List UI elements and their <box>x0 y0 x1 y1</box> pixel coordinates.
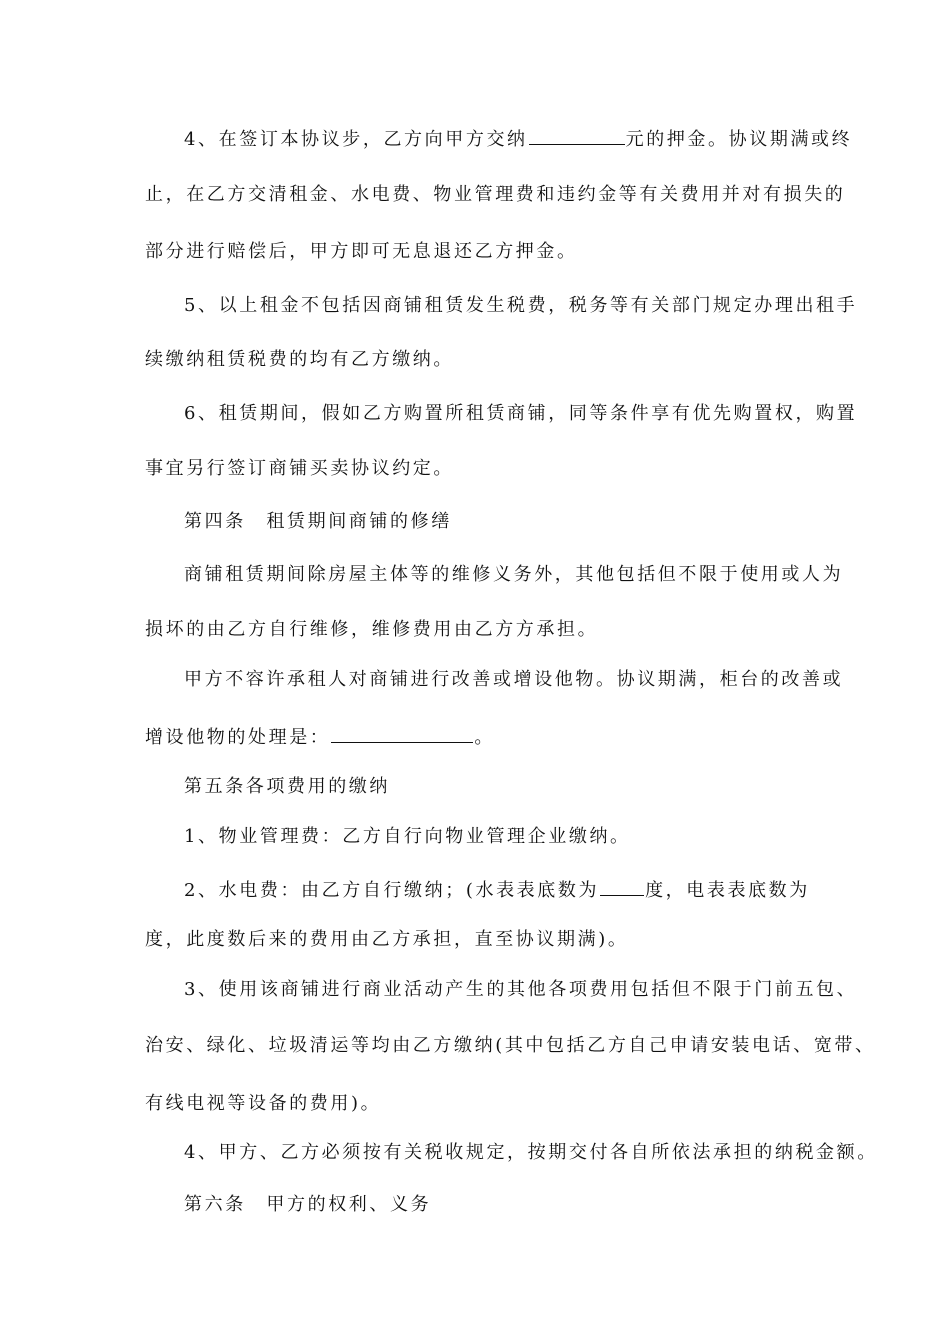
article-5-title: 第五条各项费用的缴纳 <box>184 776 390 797</box>
article-4-p1-line-2: 损坏的由乙方自行维修，维修费用由乙方方承担。 <box>145 619 599 640</box>
clause-4-line-1 <box>184 126 852 152</box>
fixture-disposal-blank <box>331 724 473 743</box>
clause-4-line-3: 部分进行赔偿后，甲方即可无息退还乙方押金。 <box>145 241 578 262</box>
article-5-item-3-line-2: 治安、绿化、垃圾清运等均由乙方缴纳(其中包括乙方自己申请安装电话、宽带、 <box>145 1035 876 1056</box>
clause-6-line-1: 6、租赁期间，假如乙方购置所租赁商铺，同等条件享有优先购置权，购置 <box>184 403 858 424</box>
article-4-p1-line-1: 商铺租赁期间除房屋主体等的维修义务外，其他包括但不限于使用或人为 <box>184 564 844 585</box>
article-5-item-2-line-1 <box>184 877 810 903</box>
article-5-item-2-line-2: 度，此度数后来的费用由乙方承担，直至协议期满)。 <box>145 929 629 950</box>
article-5-item-3-line-3: 有线电视等设备的费用)。 <box>145 1093 382 1114</box>
article-5-item-4: 4、甲方、乙方必须按有关税收规定，按期交付各自所依法承担的纳税金额。 <box>184 1142 878 1163</box>
article-4-p2-line-1: 甲方不容许承租人对商铺进行改善或增设他物。协议期满，柜台的改善或 <box>184 669 844 690</box>
clause-6-line-2: 事宜另行签订商铺买卖协议约定。 <box>145 458 454 479</box>
clause-4-text-b: 元的押金。协议期满或终 <box>625 129 853 150</box>
article-4-title: 第四条 租赁期间商铺的修缮 <box>184 511 452 532</box>
article-5-item-3-line-1: 3、使用该商铺进行商业活动产生的其他各项费用包括但不限于门前五包、 <box>184 979 858 1000</box>
article-4-p2-line-2 <box>145 724 495 750</box>
article-4-p2-text-a: 增设他物的处理是： <box>145 727 331 748</box>
article-5-item-2-text-a: 2、水电费：由乙方自行缴纳；(水表表底数为 <box>184 880 600 901</box>
clause-5-line-1: 5、以上租金不包括因商铺租赁发生税费，税务等有关部门规定办理出租手 <box>184 295 858 316</box>
clause-5-line-2: 续缴纳租赁税费的均有乙方缴纳。 <box>145 349 454 370</box>
article-4-p2-text-b: 。 <box>474 727 496 748</box>
clause-4-line-2: 止，在乙方交清租金、水电费、物业管理费和违约金等有关费用并对有损失的 <box>145 184 846 205</box>
deposit-amount-blank <box>529 126 625 145</box>
article-5-item-1: 1、物业管理费：乙方自行向物业管理企业缴纳。 <box>184 826 631 847</box>
water-meter-reading-blank <box>600 877 644 896</box>
article-5-item-2-text-b: 度，电表表底数为 <box>645 880 810 901</box>
article-6-title: 第六条 甲方的权利、义务 <box>184 1194 432 1215</box>
clause-4-text-a: 4、在签订本协议步，乙方向甲方交纳 <box>184 129 528 150</box>
